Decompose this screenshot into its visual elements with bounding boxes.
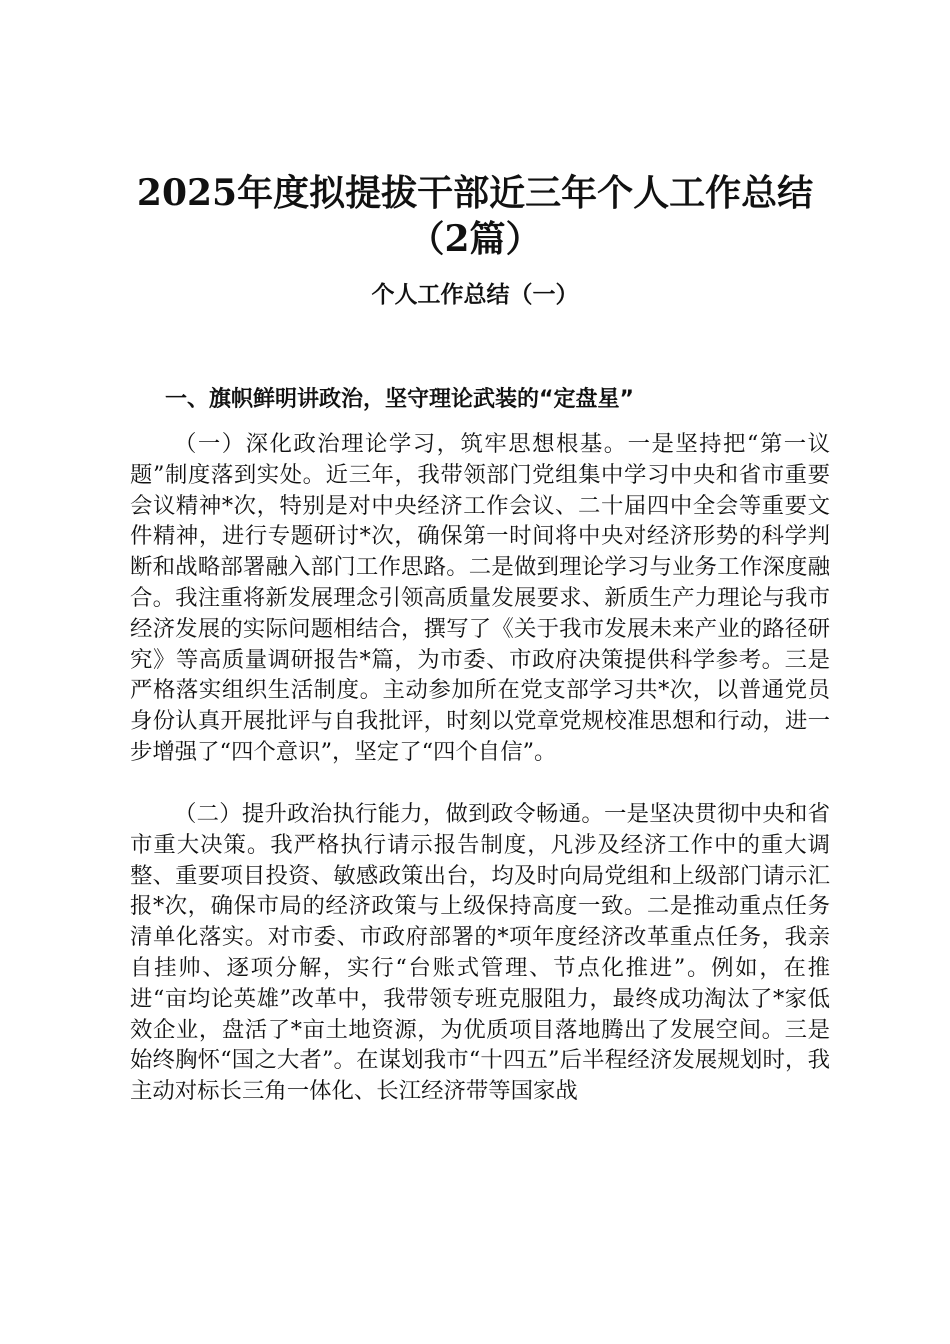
document-subtitle: 个人工作总结（一） [371, 282, 579, 308]
section-heading: 一、旗帜鲜明讲政治，坚守理论武装的“定盘星” [165, 387, 634, 412]
body-paragraph: （一）深化政治理论学习，筑牢思想根基。一是坚持把“第一议题”制度落到实处。近三年，我带领部门党组集中学习中央和省市重要会议精神*次，特别是对中央经济工作会议、二十届四中全会等重要文件精神，进行专题研讨*次，确保第一时间将中央对经济形势的科学判断和战略部署融入部门工作思路。二是做到理论学习与业务工作深度融合。我注重将新发展理念引领高质量发展要求、新质生产力理论与我市经济发展的实际问题相结合，撰写了《关于我市发展未来产业的路径研究》等高质量调研报告*篇，为市委、市政府决策提供科学参考。三是严格落实组织生活制度。主动参加所在党支部学习共*次，以普通党员身份认真开展批评与自我批评，时刻以党章党规校准思想和行动，进一步增强了“四个意识”，坚定了“四个自信”。 [130, 431, 830, 765]
body-paragraph: （二）提升政治执行能力，做到政令畅通。一是坚决贯彻中央和省市重大决策。我严格执行请示报告制度，凡涉及经济工作中的重大调整、重要项目投资、敏感政策出台，均及时向局党组和上级部门请示汇报*次，确保市局的经济政策与上级保持高度一致。二是推动重点任务清单化落实。对市委、市政府部署的*项年度经济改革重点任务，我亲自挂帅、逐项分解，实行“台账式管理、节点化推进”。例如，在推进“亩均论英雄”改革中，我带领专班克服阻力，最终成功淘汰了*家低效企业，盘活了*亩土地资源，为优质项目落地腾出了发展空间。三是始终胸怀“国之大者”。在谋划我市“十四五”后半程经济发展规划时，我主动对标长三角一体化、长江经济带等国家战 [130, 801, 830, 1105]
document-title: 2025年度拟提拔干部近三年个人工作总结（2篇） [136, 172, 814, 260]
